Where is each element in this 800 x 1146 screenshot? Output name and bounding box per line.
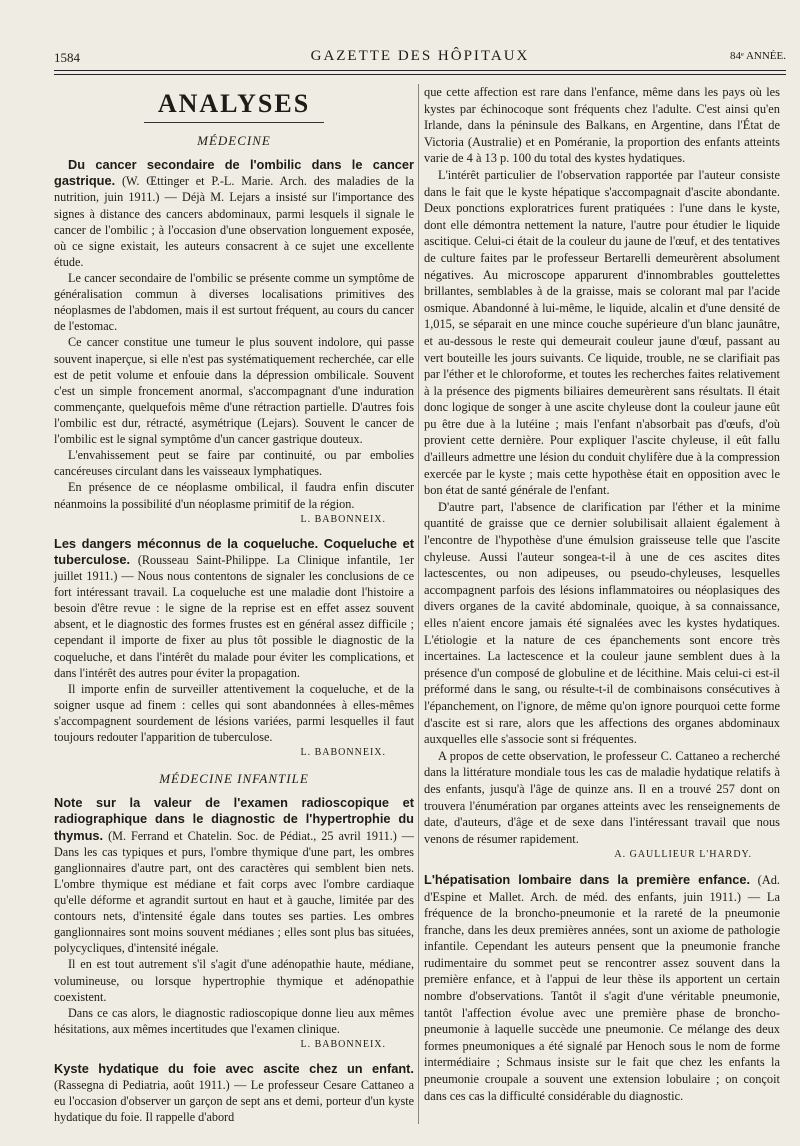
analyses-heading: ANALYSES: [157, 89, 311, 118]
article-text: L'envahissement peut se faire par continuité, ou par embolies cancéreuses circulant dans les vaisseaux lymphatiques.: [54, 448, 414, 479]
article-text: Le cancer secondaire de l'ombilic se présente comme un symptôme de généralisation commun à diverses localisations primitives des néoplasmes de l'abdomen, mais il est surtout fréquent, au cours du cancer de l'estomac.: [54, 270, 414, 334]
article-title: Kyste hydatique du foie avec ascite chez un enfant.: [54, 1061, 414, 1077]
article-text: (W. Œttinger et P.-L. Marie. Arch. des maladies de la nutrition, juin 1911.) — Déjà M. Lejars a insisté sur l'importance des signes à distance des cancers abdominaux, parmi lesquels il signale le cancer de l'ombilic ; à l'occasion d'une observation longuement exposée, où ce signe existait, les auteurs consacrent à ce sujet une excellente étude.: [54, 174, 415, 269]
header-rule-thin: [54, 74, 786, 75]
article-text: (Ad. d'Espine et Mallet. Arch. de méd. des enfants, juin 1911.) — La fréquence de la broncho-pneumonie et la rareté de la pneumonie franche, dans les deux premières années, sont un axiome de pathologie infantile. Cependant les auteurs pensent que la pneumonie franche rudimentaire du sommet peut se rencontrer assez souvent dans la première enfance, et à l'appui de leur thèse ils apportent un certain nombre d'observations. Tantôt il s'agit d'une véritable pneumonie, tantôt l'affection évolue avec une première phase de broncho-pneumonie à laquelle succède une pneumonie. Ce mélange des deux formes pneumoniques a été signalé par Henoch sous le nom de forme intermédiaire ; Schmaus insiste sur le fait que chez les enfants la pneumonie croupale a souvent une extension lobulaire ; on conçoit dans ces cas la difficulté considérable du diagnostic.: [424, 872, 780, 1103]
article-text: D'autre part, l'absence de clarification par l'éther et la minime quantité de graisse que ce dernier solubilisait allaient également à l'encontre de l'hypothèse d'une émulsion graisseuse telle que l'ascite chyleuse. Aussi l'auteur songea-t-il à une de ces ascites dites lactescentes, ou non adipeuses, ou pseudo-chyleuses, lesquelles accompagnent parfois des lésions inflammatoires ou néoplasiques des divers organes de la cavité abdominale, quoique, à sa connaissance, elles n'aient encore jamais été signalées avec les kystes hydatiques. L'étiologie et la nature de ces épanchements sont encore très incertaines. La lactescence et la couleur jaune semblent dues à la présence d'un composé de globuline et de lécithine. Mais celui-ci est-il préformé dans le sang, ou résulte-t-il de combinaisons consécutives à l'épanchement, on l'ignore, de même qu'on ignore pourquoi cette forme d'ascite est si rare, alors que les affections des organes abdominaux auxquelles elle s'associe sont si fréquentes.: [424, 499, 780, 747]
article-text: (Rassegna di Pediatria, août 1911.) — Le professeur Cesare Cattaneo a eu l'occasion d'observer un garçon de sept ans et demi, porteur d'un kyste hydatique du foie. Il rappelle d'abord: [54, 1078, 414, 1125]
article-kyste: [54, 1061, 414, 1125]
article-text: L'intérêt particulier de l'observation rapportée par l'auteur consiste dans le fait que le kyste hépatique s'accompagnait d'ascite abondante. Deux ponctions exploratrices furent pratiquées : l'une dans le kyste, dont elle démontra nettement la nature, l'autre pour étudier le liquide ascitique. Celui-ci était de la couleur du jaune de l'œuf, et des tentatives de culture faites par le professeur Bertarelli demeurèrent absolument négatives. Au microscope apparurent d'innombrables gouttelettes brillantes, semblables à de la graisse, mais se colorant mal par l'acide osmique. Abandonné à lui-même, le liquide, alcalin et d'une densité de 1,015, se séparait en une mince couche supérieure d'un blanc jaunâtre, et au-dessous le reste qui demeurait couleur jaune d'œuf, passant au vert bouteille les jours suivants. Ce liquide, trouble, ne se clarifiait pas par l'éther et le chloroforme, et toutes les recherches faites relativement à la présence des pigments biliaires demeurèrent sans résultats. Il était donc logique de songer à une ascite chyleuse dont la couleur jaune eût pu être due à la lutéine ; mais l'enfant n'absorbait pas d'œufs, d'où provient cette dernière. Pour expliquer l'ascite chyleuse, il eût fallu d'ailleurs admettre une lésion du conduit chylifère due à la compression exercée par le kyste ; mais cette hypothèse était en opposition avec le bon état de santé générale de l'enfant.: [424, 167, 780, 498]
article-text: que cette affection est rare dans l'enfance, même dans les pays où les kystes par échinocoque sont fréquents chez l'adulte. C'est ainsi qu'en Irlande, dans la péninsule des Balkans, en Argentine, dans l'État de Victoria (Australie) et en Poméranie, la proportion des enfants atteints varie de 4 à 13 p. 100 du total des kystes hydatiques.: [424, 85, 780, 166]
right-column: [424, 84, 780, 1110]
column-divider: [418, 84, 419, 1124]
signature: L. BABONNEIX.: [300, 1039, 386, 1051]
article-title: Du cancer secondaire de l'ombilic dans le cancer gastrique.: [54, 157, 414, 189]
article-thymus: [54, 795, 414, 1053]
section-medecine: MÉDECINE: [197, 133, 271, 149]
section-medecine-infantile: MÉDECINE INFANTILE: [159, 771, 309, 787]
article-text: En présence de ce néoplasme ombilical, il faudra enfin discuter néanmoins la possibilité d'un néoplasme primitif de la région.: [54, 480, 414, 511]
article-cancer-ombilic: [54, 157, 414, 528]
article-coqueluche: [54, 536, 414, 762]
article-text: Il en est tout autrement s'il s'agit d'une adénopathie haute, médiane, volumineuse, ou lorsque hypertrophie thymique et adénopathie coexistent.: [54, 957, 414, 1004]
article-text: Dans ce cas alors, le diagnostic radioscopique donne lieu aux mêmes hésitations, aux mêmes incertitudes que l'examen clinique.: [54, 1005, 414, 1036]
page-number: 1584: [54, 50, 80, 65]
article-text: A propos de cette observation, le professeur C. Cattaneo a recherché dans la littérature mondiale tous les cas de maladie hydatique relatifs à des enfants, jusqu'à l'âge de quinze ans. Il en a trouvé 257 dont on trouvera l'énumération par organes atteints avec les renseignements de date, d'auteurs, d'âge et de sexe dans l'intéressant travail que nous venons de résumer rapidement.: [424, 748, 780, 846]
signature: L. BABONNEIX.: [300, 513, 386, 525]
article-text: Il importe enfin de surveiller attentivement la coqueluche, et de la soigner usque ad finem : celles qui sont abandonnées à elles-mêmes s'accompagnent sourdement de lésions variées, parmi lesquelles il faut toujours redouter l'apparition de tuberculose.: [54, 681, 414, 745]
header-rule: [54, 70, 786, 71]
heading-rule: [144, 122, 324, 123]
page-header: [54, 44, 786, 72]
year-label: 84ᵉ ANNÉE.: [730, 50, 786, 62]
article-title: Note sur la valeur de l'examen radioscopique et radiographique dans le diagnostic de l'hypertrophie du thymus.: [54, 795, 414, 843]
signature: A. GAULLIEUR L'HARDY.: [614, 849, 752, 861]
article-title: L'hépatisation lombaire dans la première enfance.: [424, 871, 751, 887]
article-text: Ce cancer constitue une tumeur le plus souvent indolore, qui passe souvent inaperçue, si elle n'est pas systématiquement recherchée, car elle est de petit volume et enfouie dans la dépression ombilicale. Souvent c'est un simple froncement anormal, s'accompagnant d'une induration commençante, quelquefois même d'une rétraction partielle. D'autres fois l'ombilic est dur, rétracté, asymétrique (Lejars). Souvent le cancer de l'ombilic est le signal symptôme d'un cancer gastrique douteux.: [54, 335, 414, 447]
article-hepatisation: [424, 872, 780, 1104]
journal-title: GAZETTE DES HÔPITAUX: [310, 48, 530, 64]
signature: L. BABONNEIX.: [300, 747, 386, 759]
article-text: (Rousseau Saint-Philippe. La Clinique infantile, 1er juillet 1911.) — Nous nous contentons de signaler les conclusions de ce fort intéressant travail. La coqueluche est une maladie dont l'histoire a besoin d'être revue : le signe de la reprise est en effet assez souvent absent, et le diagnostic des formes frustes est en général assez difficile ; cependant il importe de fixer au plus tôt possible le diagnostic de la coqueluche, et dans l'intérêt du malade pour éviter les complications, et dans l'intérêt des autres pour éviter la propagation.: [54, 552, 415, 680]
left-column: [54, 84, 414, 1132]
article-text: (M. Ferrand et Chatelin. Soc. de Pédiat., 25 avril 1911.) — Dans les cas typiques et purs, l'ombre thymique d'une part, les ombres ganglionnaires d'autre part, ont des caractères qui semblent bien nets. L'ombre thymique est médiane et fait corps avec l'ombre cardiaque qu'elle déforme et agrandit surtout en haut et à gauche, limitée par des contours nets, d'intensité égale dans toutes ses parties. Les ombres ganglionnaires sont moins souvent médianes ; elles sont plus bas situées, polycycliques, d'intensité inégale.: [54, 828, 414, 956]
article-title: Les dangers méconnus de la coqueluche. Coqueluche et tuberculose.: [54, 535, 414, 567]
